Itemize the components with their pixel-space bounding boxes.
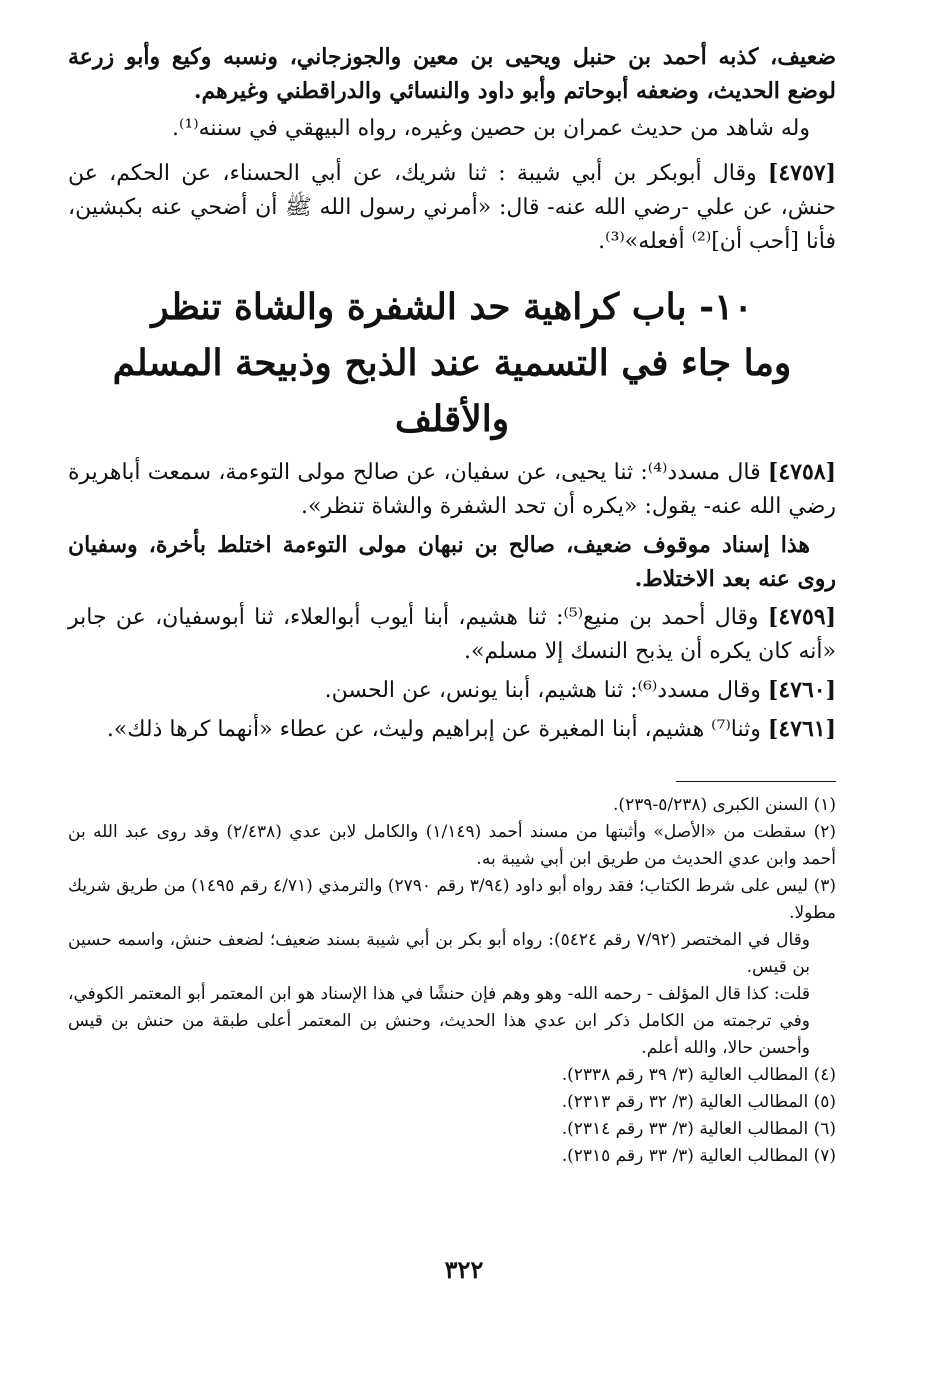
hadith-4757	[68, 156, 836, 259]
hadith-4758	[68, 455, 836, 524]
footnote-1: (١) السنن الكبرى (٥/٢٣٨-٢٣٩).	[613, 795, 836, 815]
footnote-5: (٥) المطالب العالية (٣/ ٣٢ رقم ٢٣١٣).	[561, 1092, 836, 1112]
footnote-3-main: (٣) ليس على شرط الكتاب؛ فقد رواه أبو داود (٣/٩٤ رقم ٢٧٩٠) والترمذي (٤/٧١ رقم ١٤٩٥) من طريق شريك مطولا.	[68, 876, 836, 923]
hadith-4759	[68, 600, 836, 669]
hadith-text: وقال مسدد⁽⁶⁾: ثنا هشيم، أبنا يونس، عن الحسن.	[324, 678, 761, 703]
footnote-7: (٧) المطالب العالية (٣/ ٣٣ رقم ٢٣١٥).	[561, 1146, 836, 1166]
footnote-4: (٤) المطالب العالية (٣/ ٣٩ رقم ٢٣٣٨).	[561, 1065, 836, 1085]
hadith-4760	[68, 673, 836, 708]
chapter-title-line1: ١٠- باب كراهية حد الشفرة والشاة تنظر	[151, 286, 753, 328]
chapter-heading	[68, 279, 836, 447]
hadith-text: وقال أحمد بن منيع⁽⁵⁾: ثنا هشيم، أبنا أيوب أبوالعلاء، ثنا أبوسفيان، عن جابر «أنه كان يكره أن يذبح النسك إلا مسلم».	[68, 605, 836, 664]
footnote-2: (٢) سقطت من «الأصل» وأثبتها من مسند أحمد (١/١٤٩) والكامل لابن عدي (٢/٤٣٨) وقد روى عبد الله بن أحمد وابن عدي الحديث من طريق ابن أبي شيبة به.	[68, 822, 836, 869]
page-number: ٣٢٢	[444, 1255, 484, 1284]
hadith-number: [٤٧٦١]	[767, 716, 836, 742]
hadith-4761	[68, 712, 836, 747]
footnote-3	[68, 873, 836, 1062]
hadith-number: [٤٧٥٨]	[767, 459, 836, 485]
footnote-3-qultu: قلت: كذا قال المؤلف - رحمه الله- وهو وهم فإن حنشًا في هذا الإسناد هو ابن المعتمر أبو المعتمر الكوفي، وفي ترجمته من الكامل ذكر ابن عدي هذا الحديث، وحنش بن المعتمر أعلى طبقة من حنش بن قيس وأحسن حالا، والله أعلم.	[68, 984, 810, 1058]
hadith-number: [٤٧٦٠]	[767, 677, 836, 703]
hadith-number: [٤٧٥٧]	[767, 160, 836, 186]
continuation-paragraph: ضعيف، كذبه أحمد بن حنبل ويحيى بن معين والجوزجاني، ونسبه وكيع وأبو زرعة لوضع الحديث، وضعفه أبوحاتم وأبو داود والنسائي والدراقطني وغيرهم.	[68, 44, 836, 104]
footnote-6: (٦) المطالب العالية (٣/ ٣٣ رقم ٢٣١٤).	[561, 1119, 836, 1139]
hadith-number: [٤٧٥٩]	[767, 604, 836, 630]
footnote-separator	[676, 781, 836, 782]
footnotes	[68, 792, 836, 1170]
witness-paragraph: وله شاهد من حديث عمران بن حصين وغيره، رواه البيهقي في سننه⁽¹⁾.	[171, 116, 810, 141]
hadith-text: وقال أبوبكر بن أبي شيبة : ثنا شريك، عن أبي الحسناء، عن الحكم، عن حنش، عن علي -رضي الله عنه- قال: «أمرني رسول الله ﷺ أن أضحي عنه بكبشين، فأنا [أحب أن]⁽²⁾ أفعله»⁽³⁾.	[68, 161, 836, 254]
hadith-text: قال مسدد⁽⁴⁾: ثنا يحيى، عن سفيان، عن صالح مولى التوءمة، سمعت أباهريرة رضي الله عنه- يقول: «يكره أن تحد الشفرة والشاة تنظر».	[68, 460, 836, 519]
footnote-3-mukhtasar: وقال في المختصر (٧/٩٢ رقم ٥٤٢٤): رواه أبو بكر بن أبي شيبة بسند ضعيف؛ لضعف حنش، واسمه حسين بن قيس.	[68, 930, 810, 977]
hadith-text: وثنا⁽⁷⁾ هشيم، أبنا المغيرة عن إبراهيم وليث، عن عطاء «أنهما كرها ذلك».	[106, 717, 761, 742]
chapter-title-line2: وما جاء في التسمية عند الذبح وذبيحة المسلم والأقلف	[112, 342, 792, 440]
hadith-4758-comment: هذا إسناد موقوف ضعيف، صالح بن نبهان مولى التوءمة اختلط بأخرة، وسفيان روى عنه بعد الاختلاط.	[68, 532, 836, 592]
